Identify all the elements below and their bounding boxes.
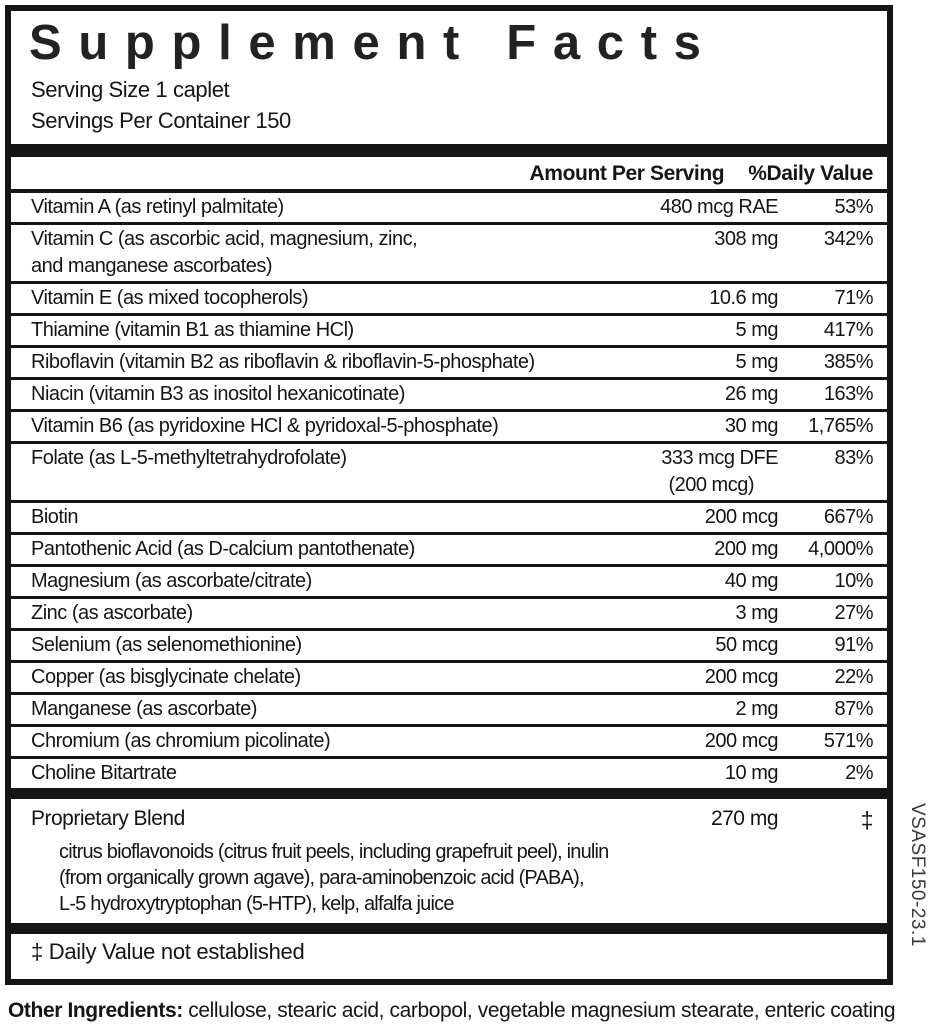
nutrient-name-line: Choline Bitartrate: [31, 762, 177, 785]
nutrient-table: [11, 193, 887, 788]
nutrient-name: [31, 349, 608, 376]
nutrient-amount: 308 mg: [714, 228, 778, 251]
nutrient-daily-value: 87%: [834, 698, 873, 721]
nutrient-daily-value: 27%: [834, 602, 873, 625]
blend-amount: 270 mg: [710, 807, 778, 831]
nutrient-name-line: Magnesium (as ascorbate/citrate): [31, 570, 312, 593]
daily-value-header-label: %Daily Value: [748, 162, 873, 186]
nutrient-amount: 26 mg: [724, 383, 778, 406]
column-header-row: [11, 157, 887, 193]
nutrient-name: [31, 381, 608, 408]
nutrient-daily-value: 1,765%: [808, 415, 873, 438]
nutrient-name: [31, 696, 608, 723]
nutrient-daily-value: 71%: [834, 287, 873, 310]
nutrient-daily-value: 417%: [823, 319, 873, 342]
nutrient-amount: 2 mg: [735, 698, 778, 721]
table-row: [11, 727, 887, 759]
nutrient-name: [31, 317, 608, 344]
nutrient-daily-value: 91%: [834, 634, 873, 657]
separator-bar-blend: [11, 788, 887, 799]
supplement-facts-title: Supplement Facts: [29, 16, 718, 70]
nutrient-daily-value: 22%: [834, 666, 873, 689]
nutrient-amount-line: (200 mcg): [668, 474, 754, 497]
separator-bar-top: [11, 144, 887, 157]
nutrient-amount: 480 mcg RAE: [660, 196, 778, 219]
table-row: [11, 444, 887, 503]
nutrient-name: [31, 760, 608, 787]
table-row: [11, 535, 887, 567]
blend-daily-value: ‡: [860, 807, 873, 834]
table-row: [11, 503, 887, 535]
nutrient-amount: 10 mg: [724, 762, 778, 785]
nutrient-daily-value: 53%: [834, 196, 873, 219]
other-ingredients-label: Other Ingredients:: [8, 999, 183, 1022]
nutrient-name: [31, 664, 608, 691]
nutrient-amount: 200 mcg: [704, 506, 778, 529]
nutrient-name-line: Pantothenic Acid (as D-calcium pantothenate): [31, 538, 415, 561]
nutrient-name: [31, 568, 608, 595]
nutrient-amount: 40 mg: [724, 570, 778, 593]
table-row: [11, 380, 887, 412]
nutrient-amount-line: 333 mcg DFE: [661, 447, 778, 470]
servings-per-container-line: Servings Per Container 150: [31, 108, 291, 134]
table-row: [11, 567, 887, 599]
blend-name-line: Proprietary Blend: [31, 807, 185, 831]
nutrient-name: [31, 600, 608, 627]
nutrient-name-line: Biotin: [31, 506, 79, 529]
nutrient-name-line: Thiamine (vitamin B1 as thiamine HCl): [31, 319, 354, 342]
nutrient-amount: 200 mg: [714, 538, 778, 561]
table-row: [11, 663, 887, 695]
nutrient-name: [31, 632, 608, 659]
nutrient-daily-value: 83%: [834, 447, 873, 470]
nutrient-name: [31, 226, 608, 280]
table-row: [11, 225, 887, 284]
blend-description-line: (from organically grown agave), para-aminobenzoic acid (PABA),: [59, 867, 584, 890]
nutrient-name: [31, 285, 608, 312]
nutrient-name-line: Vitamin A (as retinyl palmitate): [31, 196, 284, 219]
nutrient-name: [31, 504, 608, 531]
nutrient-amount: 200 mcg: [704, 666, 778, 689]
nutrient-amount: 30 mg: [724, 415, 778, 438]
table-row: [11, 695, 887, 727]
table-row: [11, 316, 887, 348]
nutrient-name-line: Copper (as bisglycinate chelate): [31, 666, 301, 689]
nutrient-name: [31, 194, 608, 221]
blend-description: [11, 837, 887, 923]
nutrient-name: [31, 445, 608, 472]
other-ingredients: [8, 999, 926, 1023]
amount-header-label: Amount Per Serving: [529, 162, 725, 186]
nutrient-daily-value: 163%: [823, 383, 873, 406]
serving-size-line: Serving Size 1 caplet: [31, 76, 230, 102]
nutrient-amount: 50 mcg: [715, 634, 778, 657]
nutrient-name-line: Niacin (vitamin B3 as inositol hexanicotinate): [31, 383, 405, 406]
table-row: [11, 284, 887, 316]
blend-description-line: citrus bioflavonoids (citrus fruit peels, including grapefruit peel), inulin: [59, 841, 609, 864]
nutrient-amount: 3 mg: [735, 602, 778, 625]
facts-panel: [5, 5, 893, 985]
nutrient-name-line: Vitamin C (as ascorbic acid, magnesium, zinc,: [31, 228, 418, 251]
proprietary-blend-row: [11, 799, 887, 837]
nutrient-daily-value: 10%: [834, 570, 873, 593]
blend-description-line: L-5 hydroxytryptophan (5-HTP), kelp, alfalfa juice: [59, 893, 454, 916]
daily-value-footnote: ‡ Daily Value not established: [31, 939, 305, 965]
nutrient-name: [31, 413, 608, 440]
nutrient-name-line: Folate (as L-5-methyltetrahydrofolate): [31, 447, 347, 470]
nutrient-amount: [608, 445, 778, 499]
nutrient-amount: 5 mg: [735, 319, 778, 342]
nutrient-amount: 10.6 mg: [709, 287, 778, 310]
nutrient-name-line: Selenium (as selenomethionine): [31, 634, 302, 657]
blend-name: [31, 805, 608, 833]
nutrient-name-line: Riboflavin (vitamin B2 as riboflavin & riboflavin-5-phosphate): [31, 351, 535, 374]
separator-bar-footnote: [11, 923, 887, 934]
nutrient-amount: 200 mcg: [704, 730, 778, 753]
nutrient-name-line: Zinc (as ascorbate): [31, 602, 193, 625]
nutrient-name-line: Vitamin E (as mixed tocopherols): [31, 287, 309, 310]
nutrient-name-line: Manganese (as ascorbate): [31, 698, 257, 721]
nutrient-name-line: and manganese ascorbates): [31, 255, 272, 278]
nutrient-daily-value: 571%: [823, 730, 873, 753]
table-row: [11, 348, 887, 380]
table-row: [11, 599, 887, 631]
nutrient-daily-value: 667%: [823, 506, 873, 529]
nutrient-name-line: Chromium (as chromium picolinate): [31, 730, 331, 753]
side-product-code: VSASF150-23.1: [907, 803, 928, 947]
nutrient-name: [31, 536, 608, 563]
serving-info: [11, 70, 887, 136]
nutrient-amount: 5 mg: [735, 351, 778, 374]
other-ingredients-text: cellulose, stearic acid, carbopol, vegetable magnesium stearate, enteric coating: [188, 999, 896, 1022]
nutrient-name-line: Vitamin B6 (as pyridoxine HCl & pyridoxal-5-phosphate): [31, 415, 499, 438]
table-row: [11, 759, 887, 788]
nutrient-daily-value: 2%: [845, 762, 873, 785]
table-row: [11, 631, 887, 663]
table-row: [11, 412, 887, 444]
table-row: [11, 193, 887, 225]
nutrient-daily-value: 385%: [823, 351, 873, 374]
nutrient-daily-value: 342%: [823, 228, 873, 251]
nutrient-daily-value: 4,000%: [808, 538, 873, 561]
nutrient-name: [31, 728, 608, 755]
